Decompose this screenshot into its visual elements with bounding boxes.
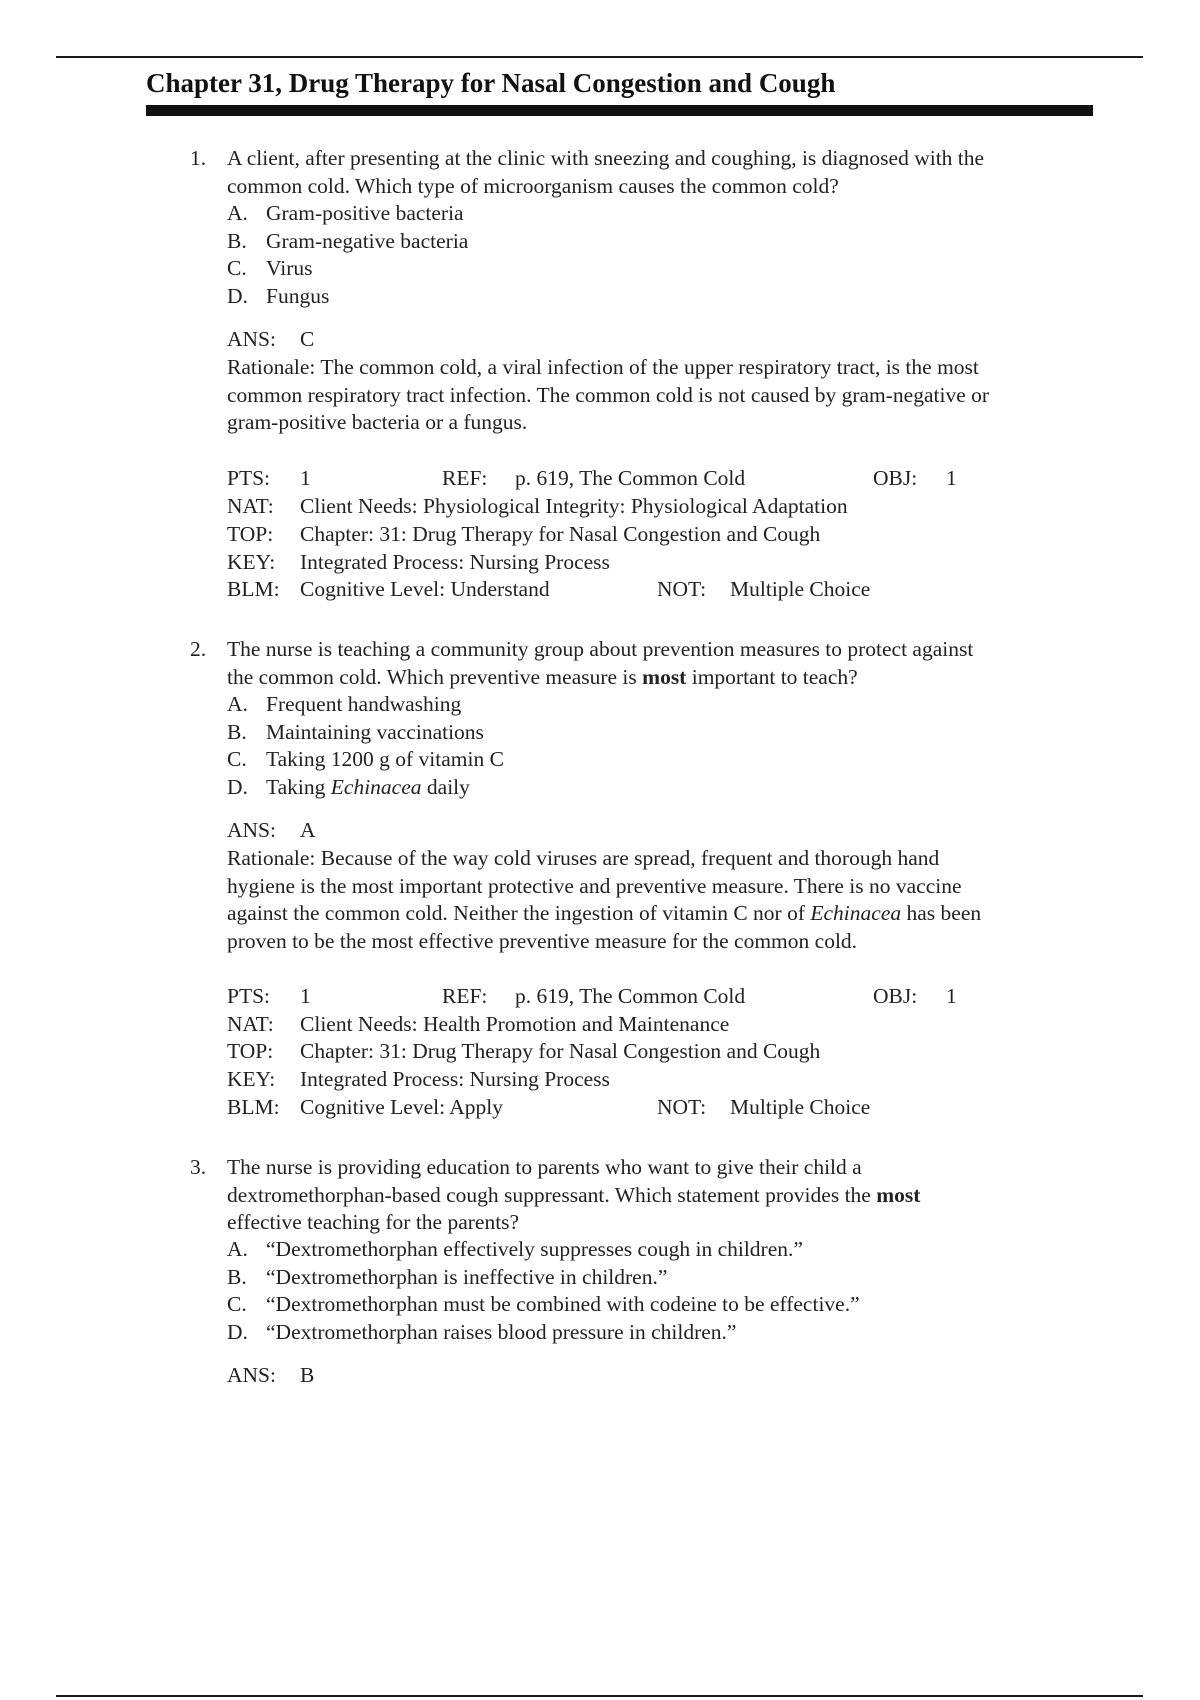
obj-value: 1	[946, 466, 957, 490]
rationale-line: Rationale: Because of the way cold viruses are spread, frequent and thorough hand	[227, 846, 940, 870]
stem-line	[227, 1182, 1097, 1210]
nat-label: NAT:	[227, 1012, 274, 1036]
title-underline-bar	[146, 105, 1093, 116]
stem-line: The nurse is teaching a community group about prevention measures to protect against	[227, 637, 974, 661]
answer-line	[227, 1362, 1097, 1390]
stem-emphasis: most	[876, 1182, 921, 1207]
stem-line: common cold. Which type of microorganism causes the common cold?	[227, 173, 839, 198]
option-b	[227, 228, 1097, 256]
option-text-italic: Echinacea	[330, 774, 422, 799]
rationale-italic: Echinacea	[810, 901, 902, 925]
question-stem	[227, 636, 1097, 691]
option-letter: B.	[227, 1264, 247, 1289]
option-text: Gram-negative bacteria	[266, 228, 469, 253]
rationale-line: Rationale: The common cold, a viral infection of the upper respiratory tract, is the most	[227, 355, 979, 379]
not-value: Multiple Choice	[730, 577, 871, 601]
ref-label: REF:	[442, 466, 488, 490]
top-value: Chapter: 31: Drug Therapy for Nasal Congestion and Cough	[300, 1039, 821, 1063]
answer-label: ANS:	[227, 327, 276, 351]
question-number: 3.	[190, 1155, 207, 1179]
blm-label: BLM:	[227, 577, 280, 601]
question-stem	[227, 1154, 1097, 1237]
option-text: Gram-positive bacteria	[266, 201, 464, 225]
rationale-line: common respiratory tract infection. The common cold is not caused by gram-negative or	[227, 382, 990, 407]
option-letter: C.	[227, 747, 247, 771]
key-label: KEY:	[227, 1067, 276, 1091]
question-metadata	[227, 983, 1097, 1123]
option-text: Maintaining vaccinations	[266, 719, 484, 744]
not-label: NOT:	[657, 1095, 707, 1119]
key-value: Integrated Process: Nursing Process	[300, 1067, 610, 1091]
option-a	[227, 691, 1097, 719]
option-letter: C.	[227, 256, 247, 280]
stem-text: dextromethorphan-based cough suppressant. Which statement provides the	[227, 1182, 877, 1207]
answer-value: B	[300, 1363, 315, 1387]
nat-value: Client Needs: Physiological Integrity: Physiological Adaptation	[300, 494, 848, 518]
obj-label: OBJ:	[873, 466, 918, 490]
option-a	[227, 200, 1097, 228]
option-text: Frequent handwashing	[266, 692, 462, 716]
stem-line	[227, 664, 1097, 692]
not-label: NOT:	[657, 577, 707, 601]
option-text: Fungus	[266, 283, 330, 308]
rationale-text: has been	[901, 901, 982, 925]
question-stem	[227, 145, 1097, 200]
option-d	[227, 1319, 1097, 1347]
blm-value: Cognitive Level: Understand	[300, 577, 550, 601]
key-label: KEY:	[227, 550, 276, 574]
answer-line	[227, 817, 1097, 845]
obj-value: 1	[946, 984, 957, 1008]
bottom-rule	[56, 1695, 1143, 1697]
rationale	[227, 845, 1097, 955]
option-text: “Dextromethorphan must be combined with codeine to be effective.”	[266, 1292, 860, 1316]
option-text: “Dextromethorphan effectively suppresses cough in children.”	[266, 1237, 803, 1261]
blm-label: BLM:	[227, 1095, 280, 1119]
answer-label: ANS:	[227, 1363, 276, 1387]
option-letter: B.	[227, 228, 247, 253]
obj-label: OBJ:	[873, 984, 918, 1008]
rationale-line: gram-positive bacteria or a fungus.	[227, 410, 528, 434]
answer-options	[227, 1236, 1097, 1346]
option-b	[227, 719, 1097, 747]
rationale-line	[227, 900, 1097, 928]
top-label: TOP:	[227, 1039, 274, 1063]
option-letter: A.	[227, 1237, 248, 1261]
option-text: “Dextromethorphan is ineffective in children.”	[266, 1264, 668, 1289]
rationale-text: against the common cold. Neither the ingestion of vitamin C nor of	[227, 901, 811, 925]
stem-line: A client, after presenting at the clinic with sneezing and coughing, is diagnosed with the	[227, 146, 985, 170]
pts-value: 1	[300, 984, 311, 1008]
question-metadata	[227, 465, 1097, 605]
nat-label: NAT:	[227, 494, 274, 518]
top-rule	[56, 56, 1143, 58]
option-letter: C.	[227, 1292, 247, 1316]
option-c	[227, 1291, 1097, 1319]
option-a	[227, 1236, 1097, 1264]
stem-line: The nurse is providing education to parents who want to give their child a	[227, 1155, 862, 1179]
question-number: 1.	[190, 146, 207, 170]
top-label: TOP:	[227, 522, 274, 546]
option-letter: A.	[227, 692, 248, 716]
chapter-title: Chapter 31, Drug Therapy for Nasal Congestion and Cough	[146, 68, 836, 98]
key-value: Integrated Process: Nursing Process	[300, 550, 610, 574]
option-text-part: Taking	[266, 774, 331, 799]
option-text: “Dextromethorphan raises blood pressure in children.”	[266, 1319, 737, 1344]
stem-emphasis: most	[642, 664, 687, 689]
ref-value: p. 619, The Common Cold	[515, 466, 746, 490]
option-b	[227, 1264, 1097, 1292]
option-letter: D.	[227, 774, 248, 799]
stem-text: the common cold. Which preventive measure is	[227, 664, 643, 689]
option-c	[227, 746, 1097, 774]
pts-label: PTS:	[227, 466, 271, 490]
rationale	[227, 354, 1097, 437]
not-value: Multiple Choice	[730, 1095, 871, 1119]
answer-line	[227, 326, 1097, 354]
option-letter: D.	[227, 283, 248, 308]
answer-label: ANS:	[227, 818, 276, 842]
option-d	[227, 283, 1097, 311]
ref-value: p. 619, The Common Cold	[515, 984, 746, 1008]
option-text-part: daily	[421, 774, 470, 799]
stem-text: important to teach?	[686, 664, 858, 689]
answer-value: C	[300, 327, 315, 351]
answer-value: A	[300, 818, 316, 842]
question-number: 2.	[190, 637, 207, 661]
rationale-line: hygiene is the most important protective and preventive measure. There is no vaccine	[227, 873, 962, 898]
top-value: Chapter: 31: Drug Therapy for Nasal Congestion and Cough	[300, 522, 821, 546]
option-d	[227, 774, 1097, 802]
option-text: Virus	[266, 256, 313, 280]
option-letter: D.	[227, 1319, 248, 1344]
pts-label: PTS:	[227, 984, 271, 1008]
option-letter: A.	[227, 201, 248, 225]
stem-line: effective teaching for the parents?	[227, 1210, 520, 1234]
answer-options	[227, 691, 1097, 801]
answer-options	[227, 200, 1097, 310]
blm-value: Cognitive Level: Apply	[300, 1095, 504, 1119]
rationale-line: proven to be the most effective preventive measure for the common cold.	[227, 928, 858, 953]
pts-value: 1	[300, 466, 311, 490]
option-c	[227, 255, 1097, 283]
option-text: Taking 1200 g of vitamin C	[266, 747, 504, 771]
nat-value: Client Needs: Health Promotion and Maintenance	[300, 1012, 730, 1036]
option-text	[266, 774, 470, 802]
option-letter: B.	[227, 719, 247, 744]
ref-label: REF:	[442, 984, 488, 1008]
